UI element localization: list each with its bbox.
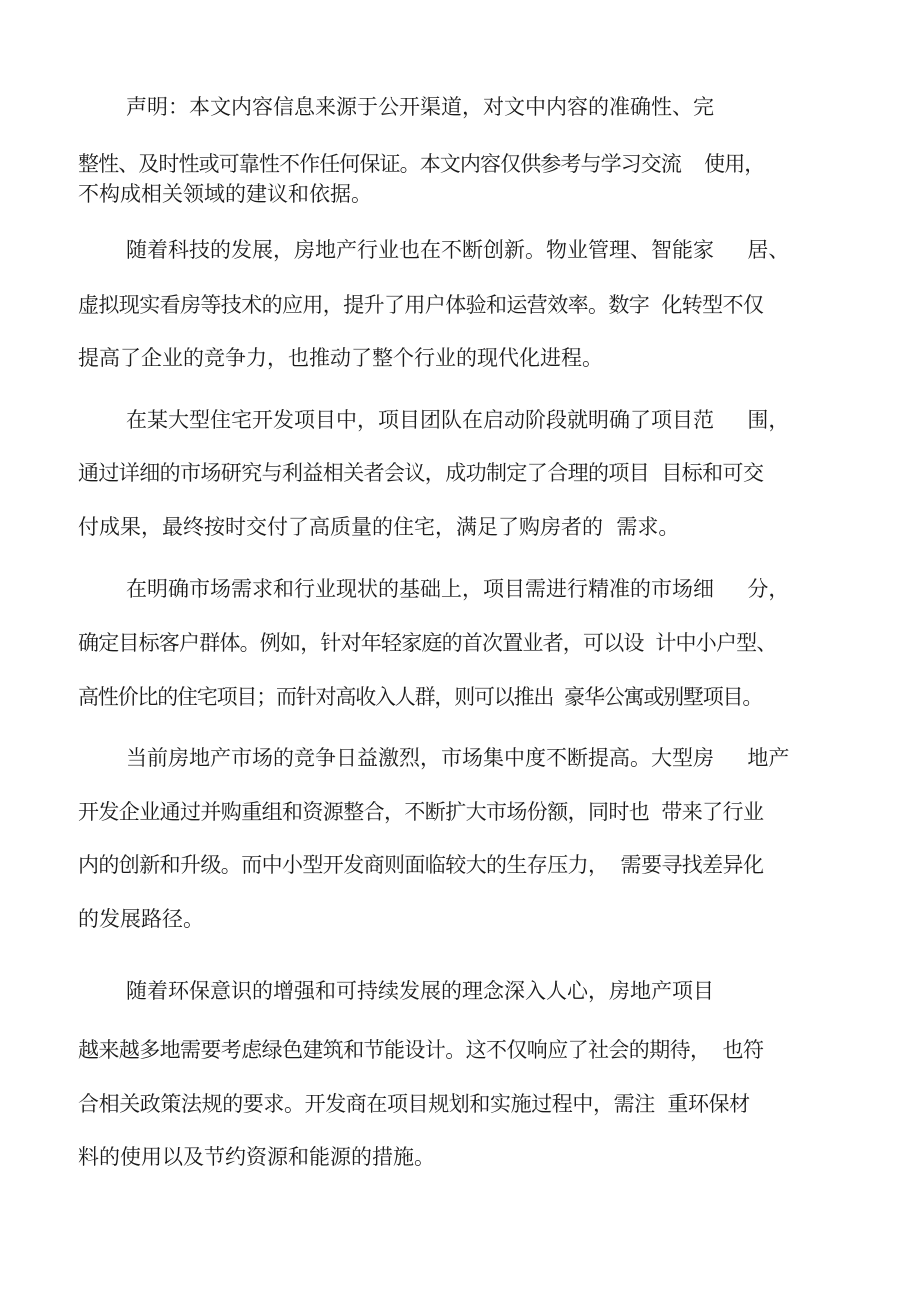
paragraph-line: 当前房地产市场的竞争日益激烈，市场集中度不断提高。大型房 地产 — [126, 746, 790, 770]
disclaimer-line-2: 整性、及时性或可靠性不作任何保证。本文内容仅供参考与学习交流 使用， — [78, 152, 765, 176]
paragraph-line: 随着科技的发展，房地产行业也在不断创新。物业管理、智能家 居、 — [126, 238, 790, 262]
paragraph-line: 随着环保意识的增强和可持续发展的理念深入人心，房地产项目 — [126, 979, 714, 1003]
paragraph-line: 确定目标客户群体。例如，针对年轻家庭的首次置业者，可以设 计中小户型、 — [78, 631, 777, 655]
paragraph-line: 料的使用以及节约资源和能源的措施。 — [78, 1145, 435, 1169]
paragraph-line: 提高了企业的竞争力，也推动了整个行业的现代化进程。 — [78, 346, 603, 370]
paragraph-line: 在某大型住宅开发项目中，项目团队在启动阶段就明确了项目范 围， — [126, 408, 790, 432]
paragraph-line: 越来越多地需要考虑绿色建筑和节能设计。这不仅响应了社会的期待， 也符 — [78, 1038, 764, 1062]
paragraph-line: 通过详细的市场研究与利益相关者会议，成功制定了合理的项目 目标和可交 — [78, 461, 764, 485]
paragraph-line: 内的创新和升级。而中小型开发商则面临较大的生存压力， 需要寻找差异化 — [78, 853, 764, 877]
paragraph-line: 付成果，最终按时交付了高质量的住宅，满足了购房者的 需求。 — [78, 515, 680, 539]
paragraph-line: 开发企业通过并购重组和资源整合，不断扩大市场份额，同时也 带来了行业 — [78, 800, 764, 824]
paragraph-line: 高性价比的住宅项目；而针对高收入人群，则可以推出 豪华公寓或别墅项目。 — [78, 685, 763, 709]
paragraph-line: 在明确市场需求和行业现状的基础上，项目需进行精准的市场细 分， — [126, 577, 790, 601]
paragraph-line: 合相关政策法规的要求。开发商在项目规划和实施过程中，需注 重环保材 — [78, 1092, 750, 1116]
disclaimer-line-1: 声明：本文内容信息来源于公开渠道，对文中内容的准确性、完 — [126, 95, 714, 119]
disclaimer-line-3: 不构成相关领域的建议和依据。 — [78, 182, 372, 206]
paragraph-line: 虚拟现实看房等技术的应用，提升了用户体验和运营效率。数字 化转型不仅 — [78, 293, 764, 317]
paragraph-line: 的发展路径。 — [78, 907, 204, 931]
